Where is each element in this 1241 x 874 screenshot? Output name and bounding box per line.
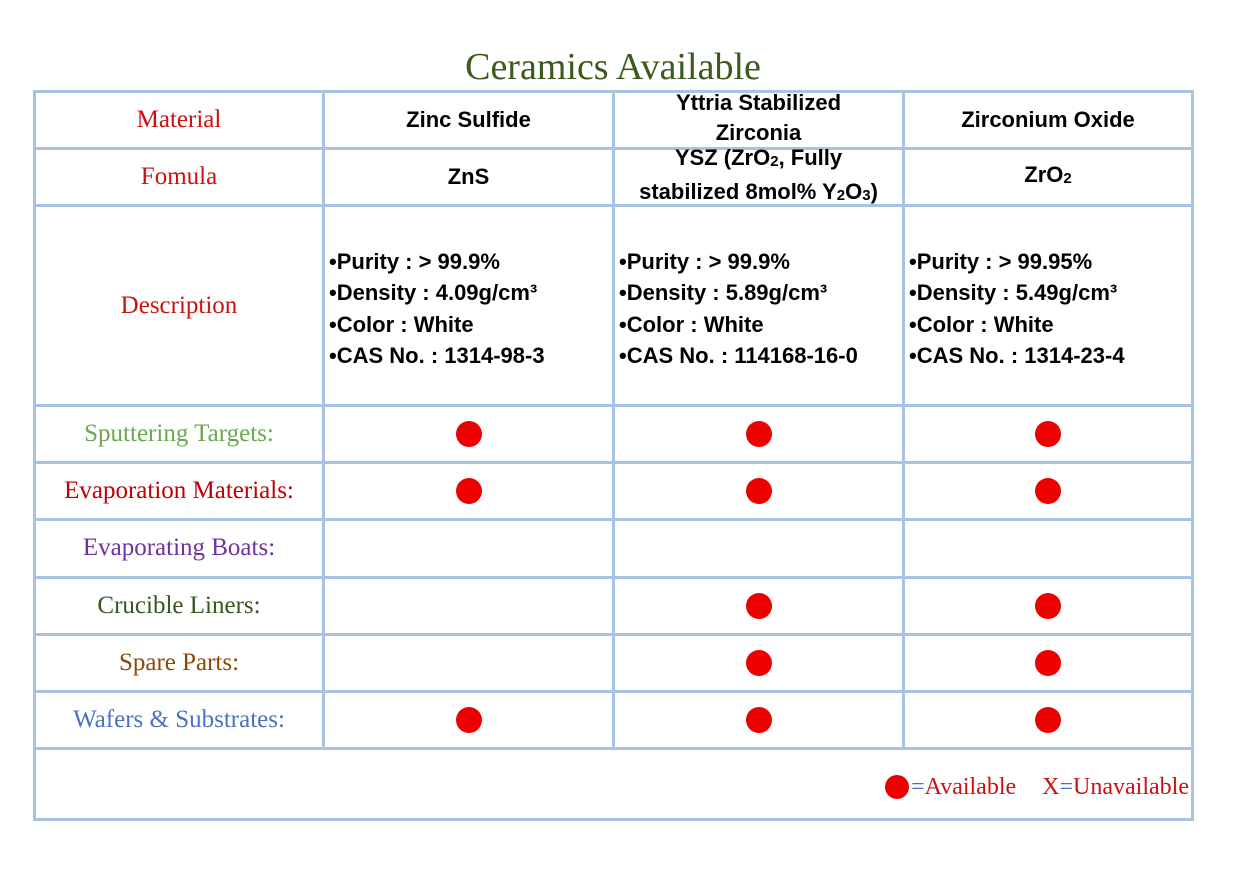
availability-cell [615,636,902,690]
availability-cell [615,693,902,747]
description-color: •Color : White [619,311,764,337]
available-dot-icon [746,707,772,733]
availability-row-label [36,407,322,461]
legend-x-icon: X [1042,773,1060,800]
availability-row-label-text: Wafers & Substrates: [73,706,285,733]
availability-cell [325,464,612,518]
availability-row-label [36,521,322,575]
description-purity: •Purity : > 99.95% [909,248,1093,274]
row-label-description [36,207,322,404]
available-dot-icon [456,421,482,447]
description-cas: •CAS No. : 1314-23-4 [909,343,1125,368]
material-name-line1: Yttria Stabilized [675,90,842,115]
description-ysz [615,207,902,404]
row-label-formula [36,150,322,204]
description-color: •Color : White [909,311,1054,337]
formula-zirconium-oxide [905,150,1191,204]
formula-text: ZnS [447,164,490,189]
formula-zinc-sulfide [325,150,612,204]
availability-cell [325,579,612,633]
availability-row-label-text: Crucible Liners: [97,592,261,619]
availability-cell [325,521,612,575]
row-label-material [36,93,322,147]
availability-row-label [36,464,322,518]
formula-subscript: 2 [836,187,846,204]
available-dot-icon [885,775,909,799]
formula-line1 [675,143,842,177]
description-purity: •Purity : > 99.9% [329,248,500,274]
description-zirconium-oxide [905,207,1191,404]
availability-cell [905,464,1191,518]
page-title: Ceramics Available [465,46,761,88]
description-purity: •Purity : > 99.9% [619,248,790,274]
availability-row-label-text: Evaporation Materials: [64,477,294,504]
description-density: •Density : 5.89g/cm³ [619,280,828,305]
grid-line [1191,90,1194,821]
formula-part: , Fully [778,145,843,170]
available-dot-icon [1035,707,1061,733]
formula-line2 [639,177,878,211]
material-name-zirconium-oxide [905,93,1191,147]
formula-text [1024,160,1071,194]
availability-cell [325,693,612,747]
description-zinc-sulfide [325,207,612,404]
formula-ysz [615,146,902,208]
legend-equals: = [1059,773,1074,800]
availability-cell [905,636,1191,690]
availability-cell [615,407,902,461]
availability-cell [905,579,1191,633]
formula-subscript: 2 [1063,170,1072,187]
availability-row-label [36,636,322,690]
grid-line [33,818,1194,821]
availability-row-label [36,693,322,747]
available-dot-icon [456,478,482,504]
description-density: •Density : 5.49g/cm³ [909,280,1118,305]
description-color: •Color : White [329,311,474,337]
availability-cell [325,407,612,461]
availability-row-label [36,579,322,633]
description-cas: •CAS No. : 114168-16-0 [619,343,858,368]
material-name-line2: Zirconia [715,120,802,145]
available-dot-icon [1035,421,1061,447]
availability-cell [905,407,1191,461]
description-cas: •CAS No. : 1314-98-3 [329,343,545,368]
availability-cell [905,521,1191,575]
description-density: •Density : 4.09g/cm³ [329,280,538,305]
row-label-formula-text: Fomula [140,163,218,190]
available-dot-icon [1035,478,1061,504]
legend-available: Available [924,773,1017,800]
row-label-material-text: Material [136,106,222,133]
formula-part: stabilized 8mol% Y [639,179,837,204]
legend-equals: = [911,773,925,800]
formula-subscript: 2 [770,153,779,170]
availability-row-label-text: Sputtering Targets: [84,420,274,447]
formula-part: YSZ (ZrO [674,145,771,170]
formula-part: ) [870,179,878,204]
available-dot-icon [456,707,482,733]
availability-row-label-text: Evaporating Boats: [82,534,276,561]
formula-part: ZrO [1024,162,1064,187]
availability-cell [615,464,902,518]
available-dot-icon [1035,650,1061,676]
available-dot-icon [746,650,772,676]
material-name-zinc-sulfide [325,93,612,147]
legend [885,770,1189,804]
available-dot-icon [746,421,772,447]
availability-cell [325,636,612,690]
material-name-ysz [615,86,902,150]
material-name-text: Zirconium Oxide [961,107,1135,132]
available-dot-icon [746,593,772,619]
formula-part: O [845,179,863,204]
available-dot-icon [746,478,772,504]
availability-cell [905,693,1191,747]
row-label-description-text: Description [120,291,238,319]
material-name-text: Zinc Sulfide [406,107,531,132]
availability-row-label-text: Spare Parts: [118,649,240,676]
legend-unavailable: Unavailable [1073,773,1189,800]
availability-cell [615,579,902,633]
available-dot-icon [1035,593,1061,619]
availability-cell [615,521,902,575]
formula-subscript: 3 [862,187,871,204]
